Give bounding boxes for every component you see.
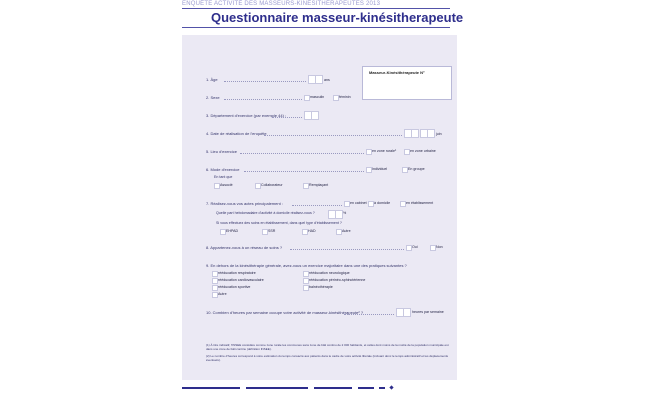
title-rule: [182, 27, 450, 28]
q4-leader: [264, 135, 402, 136]
q2-label: 2. Sexe: [206, 95, 220, 100]
q2-option-1: masculin: [310, 95, 325, 99]
q10-label: 10. Combien d'heures par semaine occupe votre activité de masseur-kinésithérapeute² ?: [206, 310, 364, 315]
q7-label: 7. Réalisez-vous vos actes principalement :: [206, 201, 283, 206]
q7-option-4: EHPAD: [226, 229, 239, 233]
survey-header: ENQUÊTE ACTIVITÉ DES MASSEURS-KINÉSITHÉRAPEUTES 2013: [182, 1, 381, 7]
q9-option-right-2: rééducation périnéo-sphinctérienne: [309, 278, 366, 282]
page-title: Questionnaire masseur-kinésitherapeute: [211, 10, 464, 25]
q4-unit: juin: [436, 132, 442, 136]
q6-option-1: Individuel: [372, 167, 388, 171]
q7-unit: %: [343, 211, 347, 215]
q7-leader: [292, 205, 342, 206]
q9-option-left-3: rééducation sportive: [218, 285, 251, 289]
q9-option-left-1: rééducation respiratoire: [218, 271, 256, 275]
q8-leader: [290, 249, 404, 250]
q7-box-2[interactable]: [335, 210, 343, 219]
q10-box-2[interactable]: [403, 308, 411, 317]
q8-label: 8. Appartenez-vous à un réseau de soins ?: [206, 245, 283, 250]
id-card-label: Masseur-Kinésithérapeute N°: [369, 70, 425, 75]
q3-label: 3. Département d'exercice (par exemple 44) :: [206, 113, 287, 118]
q2-leader: [224, 99, 302, 100]
q7-option-6: HAD: [308, 229, 316, 233]
q4-label: 4. Date de réalisation de l'enquête: [206, 131, 267, 136]
q2-option-2: féminin: [339, 95, 351, 99]
q1-leader: [224, 81, 306, 82]
q3-box-2[interactable]: [311, 111, 319, 120]
q6-leader: [244, 171, 364, 172]
q5-option-1: en zone rurale¹: [372, 149, 397, 153]
q7-option-2: à domicile: [374, 201, 391, 205]
q5-option-2: en zone urbaine: [410, 149, 436, 153]
footer-dash-3: [314, 387, 352, 389]
footnote-2: (2) Le nombre d'heures correspond à votre estimation du temps consacré aux patients dans le cadre de votre activité libérale (incluant donc le temps administratif et les déplacements éventuels).: [206, 354, 449, 362]
q6-label: 6. Mode d'exercice: [206, 167, 240, 172]
q9-label: 9. En dehors de la kinésithérapie générale, avez-vous un exercice majoritaire dans une des pratiques suivantes ?: [206, 263, 407, 268]
q5-label: 5. Lieu d'exercice: [206, 149, 238, 154]
q1-unit: ans: [324, 78, 330, 82]
q7-sub-1: Quelle part hebdomadaire d'activité à domicile réalisez-vous ?: [216, 211, 315, 215]
q6-option-4: Collaborateur: [261, 183, 283, 187]
q7-sub-2: Si vous effectuez des soins en établissement, dans quel type d'établissement ?: [216, 221, 342, 225]
q7-option-3: en établissement: [406, 201, 434, 205]
q8-option-2: Non: [436, 245, 443, 249]
footer-dash-4: [358, 387, 374, 389]
q7-option-5: SSR: [268, 229, 276, 233]
q7-option-7: Autre: [342, 229, 351, 233]
q6-option-2: En groupe: [408, 167, 425, 171]
footer-diamond-icon: [389, 385, 393, 389]
q7-option-1: en cabinet: [350, 201, 367, 205]
q6-sub: En tant que: [214, 175, 233, 179]
q10-leader: [344, 314, 394, 315]
q4-box-2[interactable]: [411, 129, 419, 138]
q9-option-left-2: rééducation cardiovasculaire: [218, 278, 264, 282]
footer-dash-5: [379, 387, 385, 389]
q1-box-2[interactable]: [315, 75, 323, 84]
footer-dash-1: [182, 387, 240, 389]
footnote-1: (1) À titre indicatif, l'INSEE considère comme zone rurale les communes sans zone de bâti continu de 2 000 habitants, et celles dont moins de la moitié de la population municipale est dans une zone de bâti continu (définition INSEE).: [206, 343, 449, 351]
q4-box-4[interactable]: [427, 129, 435, 138]
q9-option-right-1: rééducation neurologique: [309, 271, 350, 275]
q5-leader: [240, 153, 364, 154]
q8-option-1: Oui: [412, 245, 418, 249]
q6-option-5: Remplaçant: [309, 183, 329, 187]
q1-label: 1. Âge: [206, 77, 218, 82]
q10-unit: heures par semaine: [412, 310, 444, 314]
q9-option-right-3: balnéothérapie: [309, 285, 333, 289]
footer-dash-2: [246, 387, 308, 389]
q9-option-left-4: Autre: [218, 292, 227, 296]
q3-leader: [272, 117, 302, 118]
q6-option-3: Associé: [220, 183, 233, 187]
header-rule: [182, 8, 450, 9]
